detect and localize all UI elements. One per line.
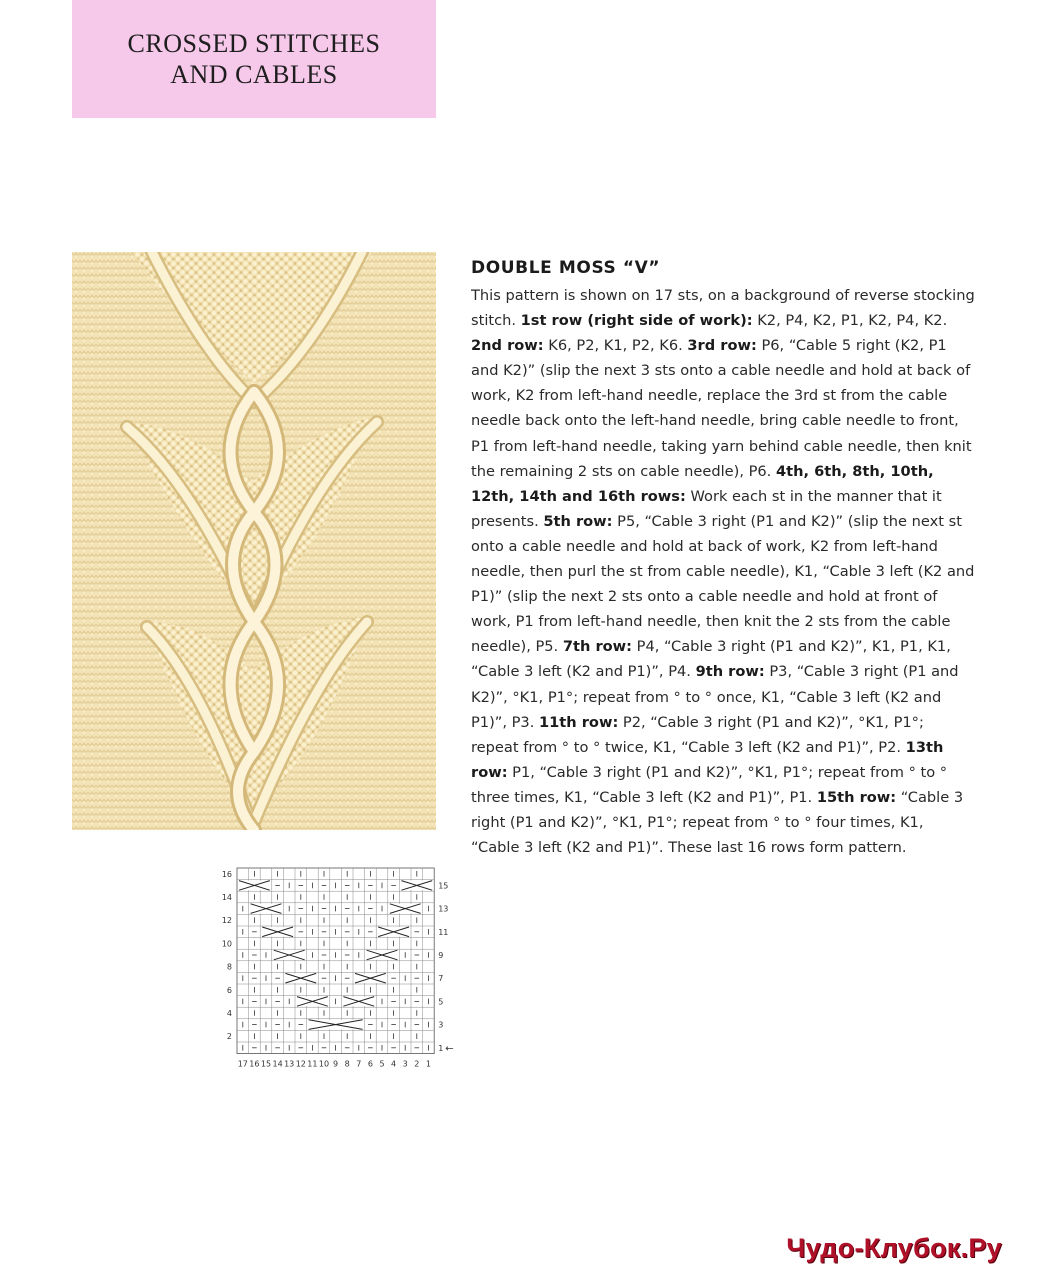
instruction-text: K6, P2, K1, P2, K6. [543,337,688,355]
row-heading: 2nd row: [471,337,544,355]
row-heading: 5th row: [543,512,613,530]
row-number-right: 7 [438,974,444,984]
row-number-right: 3 [438,1020,444,1030]
row-heading: 3rd row: [687,337,757,355]
row-number-right: 1 [438,1043,444,1053]
instruction-text: K2, P4, K2, P1, K2, P4, K2. [752,312,948,330]
site-watermark: Чудо-Клубок.Ру [786,1233,1002,1263]
column-number: 15 [260,1059,272,1069]
instruction-text: Work each st in the manner that it presents. [471,487,942,530]
column-number: 12 [295,1059,306,1069]
row-heading: 7th row: [562,638,632,656]
stitch-chart [215,862,465,1074]
row-heading: 9th row: [695,663,765,681]
row-number-left: 8 [226,962,232,972]
column-number: 7 [356,1059,362,1069]
row-heading: 4th, 6th, 8th, 10th, 12th, 14th and 16th rows: [471,462,934,505]
row-heading: 13th row: [471,738,944,781]
row-number-right: 13 [438,904,449,914]
row-number-left: 10 [221,939,232,949]
start-arrow-icon: ← [445,1043,454,1055]
row-number-left: 4 [226,1009,232,1018]
row-heading: 11th row: [538,713,619,731]
column-number: 10 [318,1059,330,1069]
row-heading: 15th row: [816,788,897,806]
column-number: 8 [344,1059,350,1069]
row-number-left: 16 [221,869,232,879]
knitted-swatch-photo [72,252,436,830]
column-number: 6 [367,1059,373,1069]
row-number-right: 9 [438,951,444,960]
instruction-text: P1, “Cable 3 right (P1 and K2)”, °K1, P1°; repeat from ° to ° three times, K1, “Cable 3 left (K2 and P1)”, P1. [471,763,948,806]
column-number: 11 [307,1059,318,1069]
section-title-line-1: CROSSED STITCHES [127,29,381,58]
row-heading: 1st row (right side of work): [520,312,753,330]
column-number: 1 [425,1059,431,1069]
instruction-text: P5, “Cable 3 right (P1 and K2)” (slip the next st onto a cable needle and hold at back of work, K2 from left-hand needle, then purl the st from cable needle), K1, “Cable 3 left (K2 and P1)” (slip the next 2 sts onto a cable needle and hold at front of work, P1 from left-hand needle, then knit the 2 sts from the cable needle), P5. [471,512,975,656]
pattern-title: DOUBLE MOSS “V” [471,258,661,278]
section-header [72,0,436,118]
instruction-text: “Cable 3 right (P1 and K2)”, °K1, P1°; repeat from ° to ° four times, K1, “Cable 3 left (K2 and P1)”. These last 16 rows form pattern. [471,788,964,857]
column-number: 5 [379,1059,385,1069]
column-number: 16 [249,1059,260,1069]
row-number-right: 11 [438,927,449,937]
section-title-line-2: AND CABLES [170,60,338,89]
column-number: 9 [333,1059,339,1069]
column-number: 14 [272,1059,283,1069]
column-number: 13 [284,1059,295,1069]
column-number: 4 [391,1059,397,1069]
column-number: 17 [237,1059,248,1069]
row-number-left: 2 [226,1032,232,1042]
row-number-right: 15 [438,881,449,891]
instruction-text: P2, “Cable 3 right (P1 and K2)”, °K1, P1°; repeat from ° to ° twice, K1, “Cable 3 left (K2 and P1)”, P2. [471,713,924,756]
pattern-instructions [471,283,976,860]
instruction-text: P6, “Cable 5 right (K2, P1 and K2)” (slip the next 3 sts onto a cable needle and hold at back of work, K2 from left-hand needle, replace the 3rd st from the cable needle back onto the left-hand needle, bring cable needle to front, P1 from left-hand needle, taking yarn behind cable needle, then knit the remaining 2 sts on cable needle), P6. [471,337,972,480]
instruction-text: P4, “Cable 3 right (P1 and K2)”, K1, P1, K1, “Cable 3 left (K2 and P1)”, P4. [471,638,951,681]
column-number: 3 [402,1059,408,1069]
row-number-right: 5 [438,997,444,1007]
row-number-left: 12 [221,916,232,926]
instruction-text: P3, “Cable 3 right (P1 and K2)”, °K1, P1°; repeat from ° to ° once, K1, “Cable 3 left (K2 and P1)”, P3. [471,663,959,731]
row-number-left: 6 [226,985,232,995]
instruction-text: This pattern is shown on 17 sts, on a background of reverse stocking stitch. [471,287,975,330]
column-number: 2 [414,1059,420,1069]
row-number-left: 14 [221,893,232,902]
swatch-illustration [72,252,436,830]
